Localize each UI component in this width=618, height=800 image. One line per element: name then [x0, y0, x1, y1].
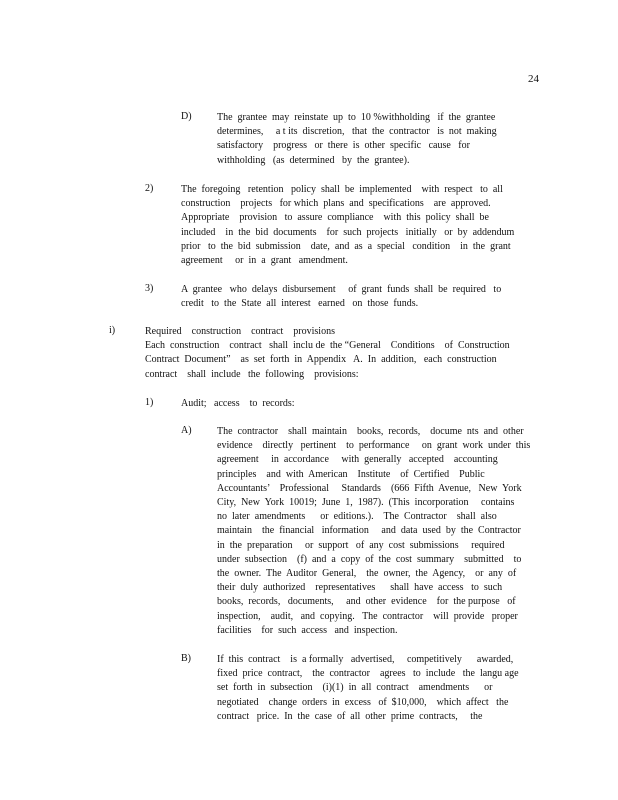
- item-3-marker: 3): [145, 283, 154, 294]
- text-line: no later amendments or editions.). The Contractor shall also: [217, 511, 497, 523]
- item-a-marker: A): [181, 425, 192, 436]
- text-line: contract price. In the case of all other prime contracts, the: [217, 710, 483, 722]
- item-d-marker: D): [181, 111, 192, 122]
- text-line: Each construction contract shall inclu de the “General Conditions of Construction: [145, 340, 510, 352]
- item-1-text: [181, 397, 295, 411]
- item-a-text: [217, 425, 530, 638]
- item-b-marker: B): [181, 653, 191, 664]
- text-line: The foregoing retention policy shall be implemented with respect to all: [181, 184, 503, 195]
- item-3-text: [181, 283, 501, 311]
- text-line: The contractor shall maintain books, records, docume nts and other: [217, 426, 524, 437]
- text-line: books, records, documents, and other evidence for the purpose of: [217, 596, 516, 608]
- text-line: satisfactory progress or there is other specific cause for: [217, 140, 470, 152]
- text-line: agreement or in a grant amendment.: [181, 255, 348, 267]
- text-line: principles and with American Institute of Certified Public: [217, 468, 485, 480]
- text-line: inspection, audit, and copying. The contractor will provide proper: [217, 610, 518, 622]
- page-number: 24: [528, 73, 539, 85]
- text-line: their duly authorized representatives shall have access to such: [217, 582, 503, 594]
- text-line: under subsection (f) and a copy of the cost summary submitted to: [217, 553, 522, 565]
- item-2-marker: 2): [145, 183, 154, 194]
- text-line: credit to the State all interest earned on those funds.: [181, 298, 419, 310]
- text-line: evidence directly pertinent to performance on grant work under this: [217, 440, 531, 452]
- text-line: maintain the financial information and data used by the Contractor: [217, 525, 521, 537]
- text-line: fixed price contract, the contractor agrees to include the langu age: [217, 668, 519, 680]
- text-line: included in the bid documents for such projects initially or by addendum: [181, 226, 515, 238]
- text-line: determines, a t its discretion, that the contractor is not making: [217, 126, 497, 138]
- text-line: contract shall include the following provisions:: [145, 368, 359, 380]
- section-i-text: [145, 325, 510, 382]
- text-line: construction projects for which plans and specifications are approved.: [181, 198, 491, 210]
- text-line: Appropriate provision to assure compliance with this policy shall be: [181, 212, 489, 224]
- item-d-text: [217, 111, 497, 168]
- text-line: withholding (as determined by the grantee).: [217, 154, 410, 166]
- text-line: prior to the bid submission date, and as a special condition in the grant: [181, 240, 511, 252]
- text-line: in the preparation or support of any cost submissions required: [217, 539, 505, 551]
- text-line: Contract Document” as set forth in Appendix A. In addition, each construction: [145, 354, 497, 366]
- text-line: Accountants’ Professional Standards (666 Fifth Avenue, New York: [217, 482, 522, 494]
- section-i-marker: i): [109, 325, 116, 336]
- text-line: A grantee who delays disbursement of grant funds shall be required to: [181, 284, 502, 295]
- text-line: The grantee may reinstate up to 10 %withholding if the grantee: [217, 112, 496, 123]
- text-line: set forth in subsection (i)(1) in all contract amendments or: [217, 682, 493, 694]
- item-2-text: [181, 183, 514, 268]
- text-line: If this contract is a formally advertised, competitively awarded,: [217, 654, 514, 665]
- text-line: negotiated change orders in excess of $10,000, which affect the: [217, 696, 509, 708]
- text-line: City, New York 10019; June 1, 1987). (This incorporation contains: [217, 497, 515, 509]
- section-heading: Required construction contract provisions: [145, 326, 335, 337]
- subheading: Audit; access to records:: [181, 398, 295, 409]
- item-b-text: [217, 653, 519, 724]
- text-line: agreement in accordance with generally accepted accounting: [217, 454, 498, 466]
- item-1-marker: 1): [145, 397, 154, 408]
- text-line: the owner. The Auditor General, the owner, the Agency, or any of: [217, 568, 517, 580]
- text-line: facilities for such access and inspection.: [217, 624, 398, 636]
